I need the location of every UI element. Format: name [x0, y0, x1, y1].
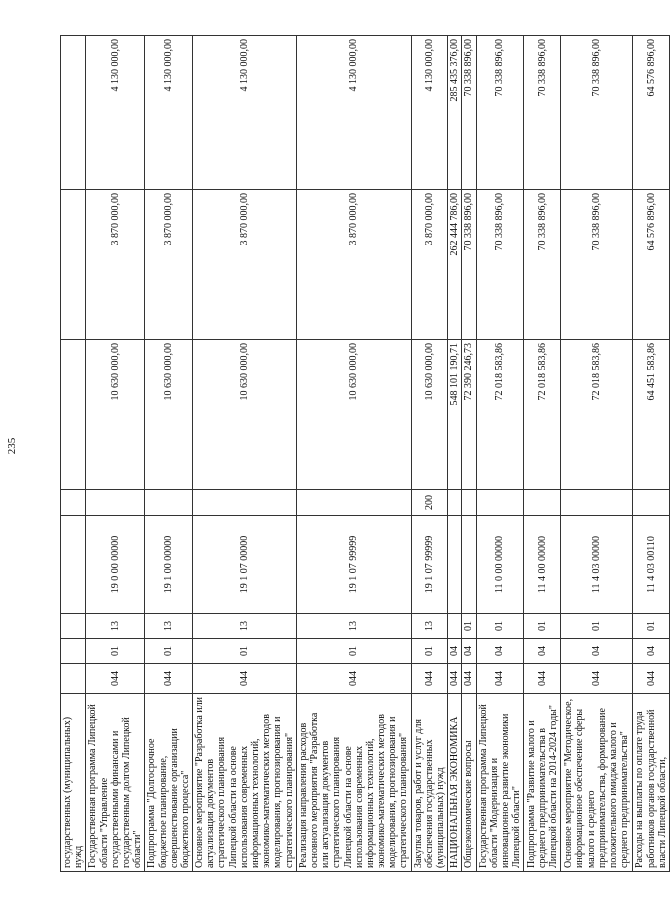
- cell-pr: 01: [561, 614, 633, 639]
- cell-rz: 04: [633, 639, 670, 664]
- cell-year3: [61, 36, 86, 190]
- cell-vr: [476, 490, 524, 516]
- table-row: [462, 36, 476, 872]
- cell-year2: 3 870 000,00: [86, 190, 145, 340]
- cell-vr: [86, 490, 145, 516]
- cell-rz: 04: [476, 639, 524, 664]
- cell-vr: [462, 490, 476, 516]
- cell-year2: 3 870 000,00: [296, 190, 411, 340]
- cell-rz: 04: [561, 639, 633, 664]
- cell-rz: 01: [145, 639, 193, 664]
- cell-name: Основное мероприятие "Разработка или актуализация документов стратегического планирования Липецкой области на основе использования современных информационных технологий, экономико-математических методов моделирования, прогнозирования и стратегического планирования": [193, 694, 297, 872]
- table-row: [633, 36, 670, 872]
- cell-pr: 01: [476, 614, 524, 639]
- cell-csr: 11 4 03 00000: [561, 516, 633, 614]
- cell-year1: 10 630 000,00: [296, 340, 411, 490]
- cell-year3: 70 338 896,00: [524, 36, 561, 190]
- cell-year2: 3 870 000,00: [411, 190, 448, 340]
- cell-year2: [61, 190, 86, 340]
- cell-ved: 044: [193, 664, 297, 694]
- cell-year2: 64 576 896,00: [633, 190, 670, 340]
- cell-pr: 13: [193, 614, 297, 639]
- table-row: [193, 36, 297, 872]
- cell-csr: [61, 516, 86, 614]
- cell-csr: 11 4 03 00110: [633, 516, 670, 614]
- cell-name: Государственная программа Липецкой области "Управление государственными финансами и государственным долгом Липецкой области": [86, 694, 145, 872]
- cell-year1: 72 018 583,86: [524, 340, 561, 490]
- cell-name: НАЦИОНАЛЬНАЯ ЭКОНОМИКА: [448, 694, 462, 872]
- cell-ved: 044: [411, 664, 448, 694]
- page-number: 235: [6, 437, 18, 455]
- table-row: [145, 36, 193, 872]
- cell-vr: [524, 490, 561, 516]
- cell-csr: [448, 516, 462, 614]
- table-row: [86, 36, 145, 872]
- table-row: [524, 36, 561, 872]
- cell-csr: 19 1 07 00000: [193, 516, 297, 614]
- cell-pr: [61, 614, 86, 639]
- cell-ved: 044: [462, 664, 476, 694]
- cell-year1: 64 451 583,86: [633, 340, 670, 490]
- cell-year2: 70 338 896,00: [561, 190, 633, 340]
- cell-year1: 548 101 190,71: [448, 340, 462, 490]
- cell-pr: 01: [524, 614, 561, 639]
- cell-year3: 285 435 376,00: [448, 36, 462, 190]
- cell-year2: 262 444 786,00: [448, 190, 462, 340]
- budget-table-body: [61, 36, 670, 872]
- cell-pr: 01: [633, 614, 670, 639]
- cell-pr: 13: [411, 614, 448, 639]
- cell-vr: [296, 490, 411, 516]
- cell-year1: 10 630 000,00: [145, 340, 193, 490]
- cell-name: Закупка товаров, работ и услуг для обеспечения государственных (муниципальных) нужд: [411, 694, 448, 872]
- cell-name: Расходы на выплаты по оплате труда работников органов государственной власти Липецкой области,: [633, 694, 670, 872]
- cell-year3: 70 338 896,00: [476, 36, 524, 190]
- cell-vr: [633, 490, 670, 516]
- cell-ved: 044: [524, 664, 561, 694]
- cell-year1: 10 630 000,00: [411, 340, 448, 490]
- cell-ved: 044: [145, 664, 193, 694]
- budget-table: [60, 35, 670, 872]
- table-row: [296, 36, 411, 872]
- table-row: [411, 36, 448, 872]
- cell-pr: 13: [86, 614, 145, 639]
- cell-year3: 64 576 896,00: [633, 36, 670, 190]
- cell-vr: [561, 490, 633, 516]
- cell-name: Общеэкономические вопросы: [462, 694, 476, 872]
- cell-csr: 11 4 00 00000: [524, 516, 561, 614]
- cell-vr: [145, 490, 193, 516]
- table-row: [448, 36, 462, 872]
- cell-pr: 13: [145, 614, 193, 639]
- cell-year1: [61, 340, 86, 490]
- cell-ved: 044: [561, 664, 633, 694]
- cell-ved: 044: [633, 664, 670, 694]
- cell-pr: [448, 614, 462, 639]
- cell-vr: [448, 490, 462, 516]
- cell-year2: 70 338 896,00: [462, 190, 476, 340]
- cell-csr: 19 1 00 00000: [145, 516, 193, 614]
- cell-year2: 70 338 896,00: [476, 190, 524, 340]
- cell-year3: 4 130 000,00: [86, 36, 145, 190]
- cell-vr: [193, 490, 297, 516]
- cell-name: Государственная программа Липецкой области "Модернизация и инновационное развитие экономики Липецкой области": [476, 694, 524, 872]
- cell-year2: 3 870 000,00: [193, 190, 297, 340]
- cell-year3: 4 130 000,00: [193, 36, 297, 190]
- cell-name: Подпрограмма "Долгосрочное бюджетное планирование, совершенствование организации бюджетного процесса": [145, 694, 193, 872]
- cell-rz: 01: [411, 639, 448, 664]
- cell-ved: 044: [86, 664, 145, 694]
- cell-csr: 19 1 07 99999: [296, 516, 411, 614]
- cell-year3: 4 130 000,00: [411, 36, 448, 190]
- cell-rz: [61, 639, 86, 664]
- cell-csr: [462, 516, 476, 614]
- cell-year1: 72 390 246,73: [462, 340, 476, 490]
- rotated-page: [60, 36, 668, 872]
- cell-pr: 13: [296, 614, 411, 639]
- cell-name: государственных (муниципальных) нужд: [61, 694, 86, 872]
- cell-ved: 044: [476, 664, 524, 694]
- cell-vr: [61, 490, 86, 516]
- cell-year1: 10 630 000,00: [86, 340, 145, 490]
- cell-year3: 4 130 000,00: [296, 36, 411, 190]
- table-row: [476, 36, 524, 872]
- cell-year2: 3 870 000,00: [145, 190, 193, 340]
- cell-rz: 04: [462, 639, 476, 664]
- cell-year2: 70 338 896,00: [524, 190, 561, 340]
- table-row: [61, 36, 86, 872]
- cell-ved: 044: [296, 664, 411, 694]
- cell-year1: 72 018 583,86: [476, 340, 524, 490]
- cell-year3: 70 338 896,00: [462, 36, 476, 190]
- cell-rz: 01: [86, 639, 145, 664]
- cell-rz: 01: [193, 639, 297, 664]
- cell-csr: 11 0 00 00000: [476, 516, 524, 614]
- cell-ved: 044: [448, 664, 462, 694]
- cell-csr: 19 0 00 00000: [86, 516, 145, 614]
- cell-vr: 200: [411, 490, 448, 516]
- cell-year3: 4 130 000,00: [145, 36, 193, 190]
- cell-rz: 01: [296, 639, 411, 664]
- cell-csr: 19 1 07 99999: [411, 516, 448, 614]
- cell-rz: 04: [524, 639, 561, 664]
- cell-year1: 10 630 000,00: [193, 340, 297, 490]
- cell-name: Основное мероприятие "Методическое, информационное обеспечение сферы малого и среднего предпринимательства, формирование положительного имиджа малого и среднего предпринимательства": [561, 694, 633, 872]
- cell-year3: 70 338 896,00: [561, 36, 633, 190]
- cell-name: Реализация направления расходов основного мероприятия "Разработка или актуализация документов стратегического планирования Липецкой области на основе использования современных информационных технологий, экономико-математических методов моделирования, прогнозирования и стратегического планирования": [296, 694, 411, 872]
- table-row: [561, 36, 633, 872]
- cell-name: Подпрограмма "Развитие малого и среднего предпринимательства в Липецкой области на 2014-2024 годы": [524, 694, 561, 872]
- cell-ved: [61, 664, 86, 694]
- cell-pr: 01: [462, 614, 476, 639]
- cell-year1: 72 018 583,86: [561, 340, 633, 490]
- cell-rz: 04: [448, 639, 462, 664]
